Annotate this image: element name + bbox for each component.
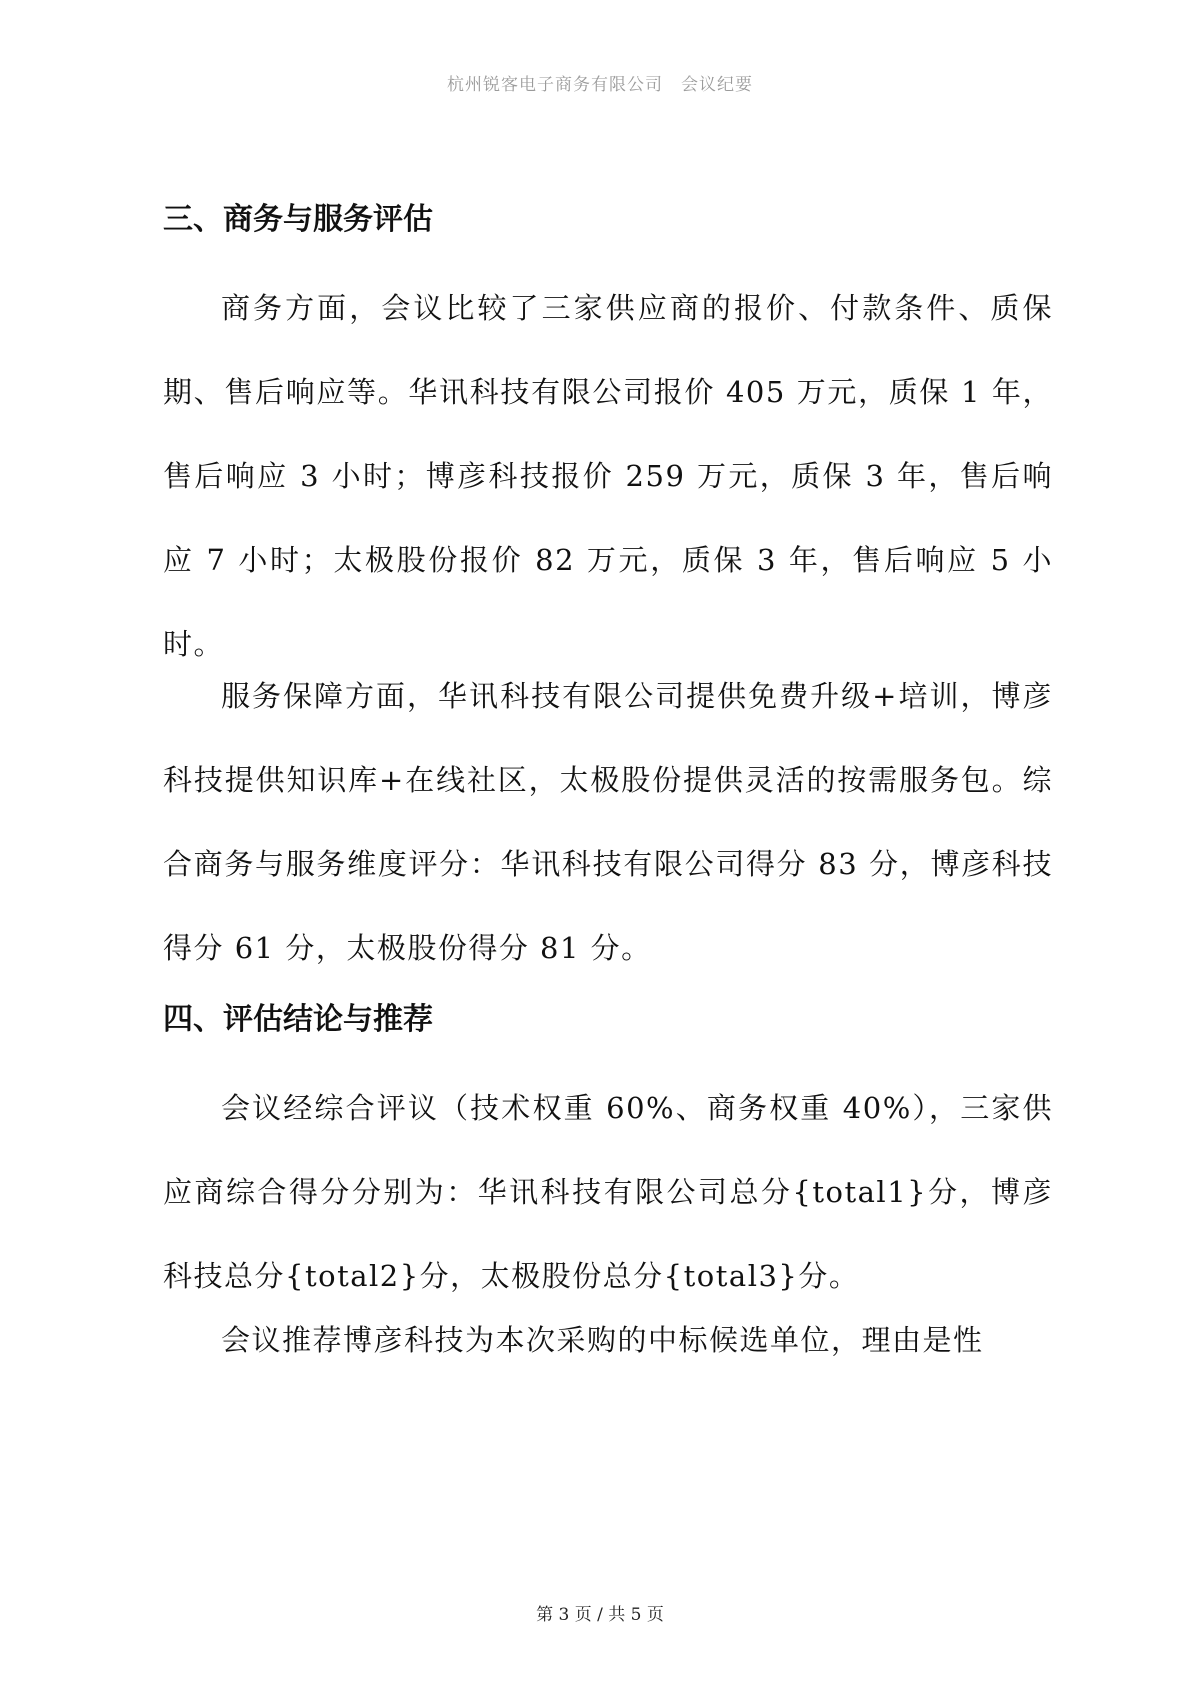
paragraph-recommendation: 会议推荐博彦科技为本次采购的中标候选单位，理由是性 — [221, 1323, 984, 1357]
paragraph-service-support: 服务保障方面，华讯科技有限公司提供免费升级+培训，博彦科技提供知识库+在线社区，太极股份提供灵活的按需服务包。综合商务与服务维度评分：华讯科技有限公司得分 83 分，博彦科技得分 61 分，太极股份得分 81 分。 — [163, 679, 1053, 965]
page-header: 杭州锐客电子商务有限公司 会议纪要 — [447, 75, 753, 95]
paragraph-business-quotes: 商务方面，会议比较了三家供应商的报价、付款条件、质保期、售后响应等。华讯科技有限公司报价 405 万元，质保 1 年，售后响应 3 小时；博彦科技报价 259 万元，质保 3 年，售后响应 7 小时；太极股份报价 82 万元，质保 3 年，售后响应 5 小时。 — [163, 291, 1053, 661]
section-heading-conclusion: 四、评估结论与推荐 — [163, 1002, 433, 1037]
section-heading-business-service: 三、商务与服务评估 — [163, 202, 433, 237]
page-footer: 第 3 页 / 共 5 页 — [536, 1605, 664, 1625]
paragraph-overall-scores: 会议经综合评议（技术权重 60%、商务权重 40%），三家供应商综合得分分别为：华讯科技有限公司总分{total1}分，博彦科技总分{total2}分，太极股份总分{total3}分。 — [163, 1091, 1053, 1293]
